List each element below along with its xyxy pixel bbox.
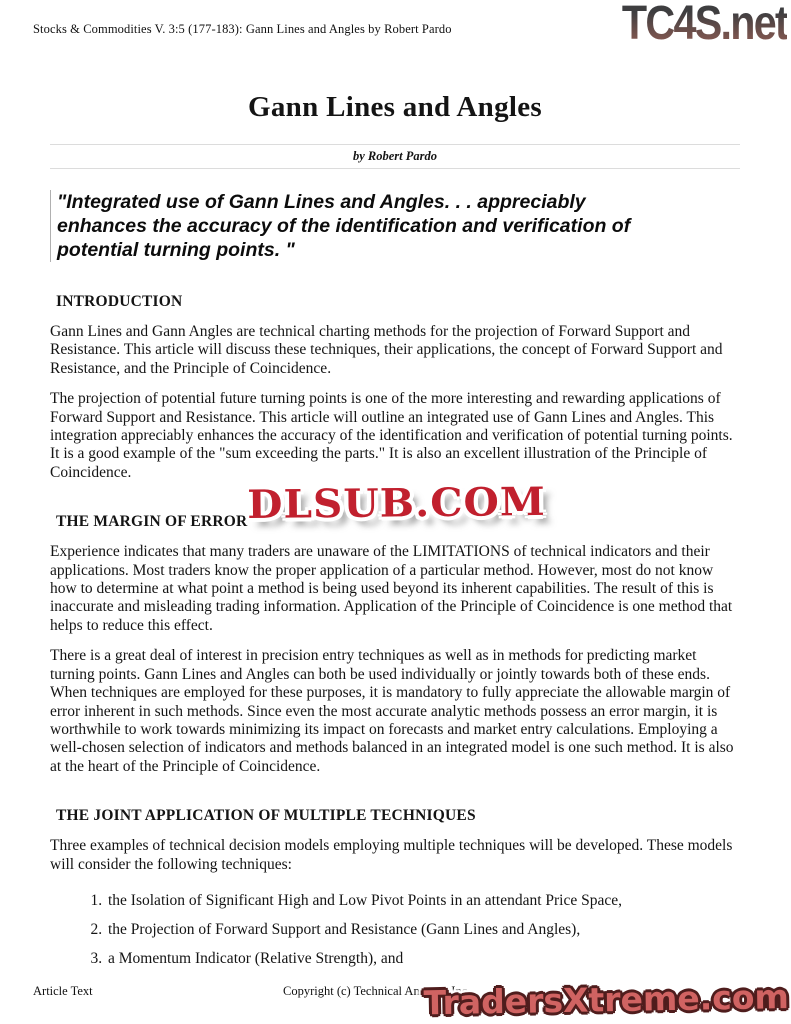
section-heading-joint-application: THE JOINT APPLICATION OF MULTIPLE TECHNIQUES [56, 807, 476, 825]
list-item: 1. the Isolation of Significant High and Low Pivot Points in an attendant Price Space, [106, 892, 740, 910]
footer-copyright: Copyright (c) Technical Analysis Inc. [283, 984, 471, 998]
watermark-tradersxtreme: TradersXtreme.com [423, 977, 789, 1023]
watermark-tc4s: TC4S.net [621, 0, 787, 50]
paragraph: There is a great deal of interest in precision entry techniques as well as in methods for predicting market turning points. Gann Lines and Angles can both be used individually or jointly towards both of these ends. When techniques are employed for these purposes, it is mandatory to fully appreciate the allowable margin of error inherent in such methods. Since even the most accurate analytic methods possess an error margin, it is worthwhile to work towards minimizing its impact on forecasts and market entry calculations. Employing a well-chosen selection of indicators and methods balanced in an integrated model is one such method. It is also at the heart of the Principle of Coincidence. [50, 647, 734, 775]
page-title: Gann Lines and Angles [248, 91, 542, 123]
paragraph: Gann Lines and Gann Angles are technical charting methods for the projection of Forward Support and Resistance. This article will discuss these techniques, their applications, the concept of Forward Support and Resistance, and the Principle of Coincidence. [50, 323, 723, 377]
paragraph: The projection of potential future turning points is one of the more interesting and rewarding applications of Forward Support and Resistance. This article will outline an integrated use of Gann Lines and Angles. This integration appreciably enhances the accuracy of the identification and verification of potential turning points. It is a good example of the "sum exceeding the parts." It is also an excellent illustration of the Principle of Coincidence. [50, 390, 733, 481]
article-content [50, 90, 740, 979]
byline: by Robert Pardo [352, 149, 438, 163]
watermark-dlsub: DLSUB.COM [246, 478, 547, 528]
techniques-list [50, 892, 740, 968]
section-heading-margin-of-error: THE MARGIN OF ERROR [56, 513, 248, 531]
footer-article-text: Article Text [33, 984, 93, 998]
section-heading-introduction: INTRODUCTION [56, 293, 183, 310]
list-item: 3. a Momentum Indicator (Relative Strength), and [106, 950, 740, 968]
paragraph: Experience indicates that many traders are unaware of the LIMITATIONS of technical indicators and their applications. Most traders know the proper application of a particular method. However, most do not know how to determine at what point a method is being used beyond its inherent capabilities. The result of this is inaccurate and misleading trading information. Application of the Principle of Coincidence is one method that helps to reduce this effect. [50, 543, 733, 634]
journal-citation: Stocks & Commodities V. 3:5 (177-183): Gann Lines and Angles by Robert Pardo [33, 22, 452, 36]
list-item: 2. the Projection of Forward Support and Resistance (Gann Lines and Angles), [106, 921, 740, 939]
byline-rule [50, 144, 740, 169]
paragraph: Three examples of technical decision models employing multiple techniques will be developed. These models will consider the following techniques: [50, 837, 733, 873]
pull-quote: "Integrated use of Gann Lines and Angles. . . appreciably enhances the accuracy of the identification and verification of potential turning points. " [50, 190, 679, 262]
